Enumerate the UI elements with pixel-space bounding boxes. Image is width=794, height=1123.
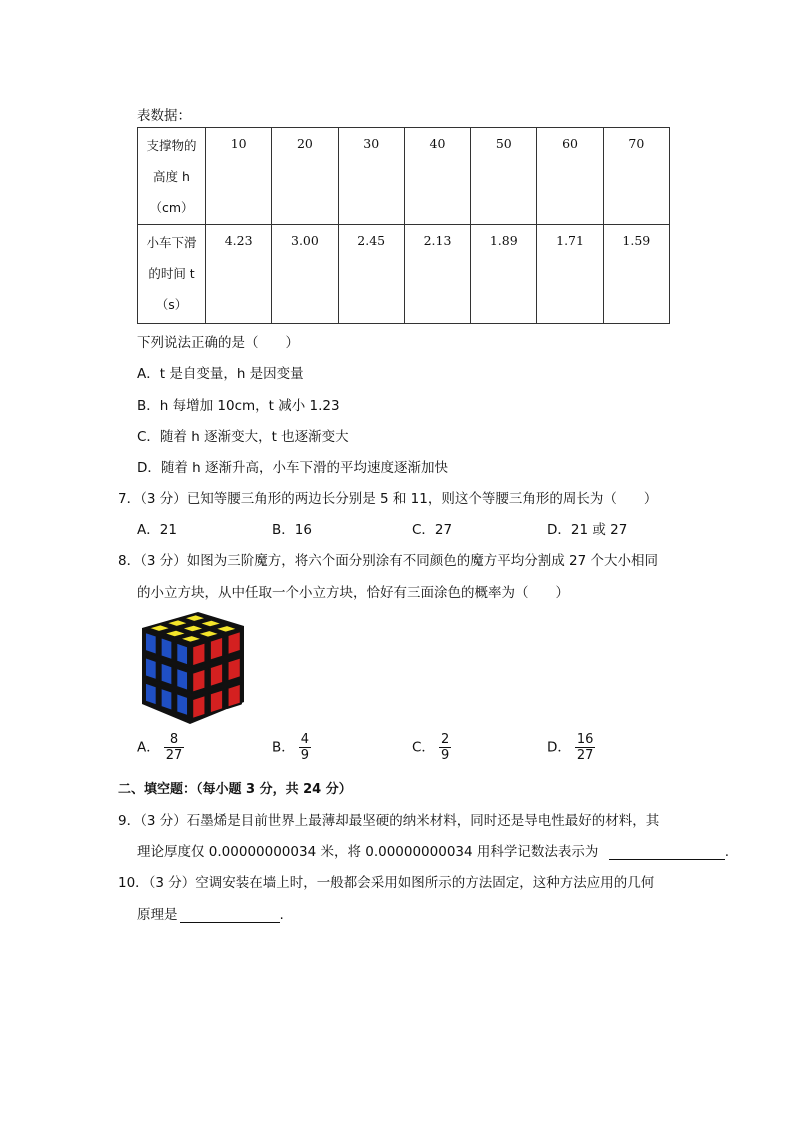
height-cell: 20 — [272, 128, 338, 225]
q8-option-a — [137, 732, 184, 763]
cube-sticker — [176, 693, 188, 716]
fraction-8-27 — [164, 732, 185, 763]
q8-stem-line2: 的小立方块，从中任取一个小立方块，恰好有三面涂色的概率为（ ） — [137, 585, 569, 601]
cube-sticker — [145, 657, 157, 680]
table-row-time — [138, 225, 670, 324]
rubiks-cube-image — [140, 608, 246, 724]
height-cell: 10 — [206, 128, 272, 225]
q8-option-c-letter: C． — [412, 739, 435, 756]
q10-line1: 10．（3 分）空调安装在墙上时，一般都会采用如图所示的方法固定，这种方法应用的几何 — [118, 875, 655, 891]
cube-sticker — [161, 662, 173, 685]
time-cell: 4.23 — [206, 225, 272, 324]
q10-line2 — [137, 903, 284, 923]
row-label-line: 的时间 t — [148, 266, 195, 281]
cube-sticker — [145, 632, 157, 655]
row-label-line: 支撑物的 — [146, 138, 197, 153]
q6-stem: 下列说法正确的是（ ） — [137, 335, 299, 351]
q9-line2 — [137, 840, 729, 860]
q8-option-d-letter: D． — [547, 739, 571, 756]
time-cell: 3.00 — [272, 225, 338, 324]
q9-line1: 9．（3 分）石墨烯是目前世界上最薄却最坚硬的纳米材料，同时还是导电性最好的材料，其 — [118, 813, 660, 829]
time-cell: 1.89 — [471, 225, 537, 324]
fraction-2-9 — [439, 732, 451, 763]
numerator: 4 — [300, 732, 310, 747]
denominator: 9 — [300, 748, 310, 763]
cube-sticker — [227, 657, 240, 681]
cube-sticker — [176, 642, 188, 665]
cube-sticker — [210, 637, 223, 661]
q7-option-a: A．21 — [137, 522, 177, 538]
q9-line2-text: 理论厚度仅 0.00000000034 米，将 0.00000000034 用科学记数法表示为 — [137, 844, 599, 860]
cube-sticker — [210, 689, 223, 713]
q6-option-a: A．t 是自变量，h 是因变量 — [137, 366, 304, 382]
height-cell: 50 — [471, 128, 537, 225]
row-label-line: （s） — [155, 297, 188, 312]
cube-left-face — [145, 632, 188, 717]
time-cell: 2.45 — [338, 225, 404, 324]
cube-sticker — [176, 668, 188, 691]
q7-option-d: D．21 或 27 — [547, 522, 628, 538]
numerator: 2 — [440, 732, 450, 747]
cube-sticker — [227, 631, 240, 655]
cube-sticker — [210, 663, 223, 687]
cube-sticker — [192, 669, 205, 693]
row-label-line: （cm） — [149, 200, 194, 215]
height-cell: 70 — [603, 128, 669, 225]
q8-option-b — [272, 732, 311, 763]
numerator: 16 — [576, 732, 594, 747]
q7-option-b: B．16 — [272, 522, 312, 538]
data-table — [137, 127, 670, 324]
answer-blank[interactable] — [180, 908, 280, 923]
row-label-line: 高度 h — [153, 169, 190, 184]
cube-right-face — [192, 631, 241, 719]
q7-stem: 7．（3 分）已知等腰三角形的两边长分别是 5 和 11，则这个等腰三角形的周长为（ ） — [118, 491, 658, 507]
cube-sticker — [145, 682, 157, 705]
q8-option-b-letter: B． — [272, 739, 295, 756]
table-intro: 表数据： — [137, 108, 191, 124]
time-cell: 2.13 — [404, 225, 470, 324]
q7-option-c: C．27 — [412, 522, 453, 538]
table-row-height — [138, 128, 670, 225]
section-heading-fill-blank: 二、填空题：（每小题 3 分，共 24 分） — [118, 782, 352, 797]
numerator: 8 — [164, 732, 185, 748]
denominator: 27 — [165, 748, 183, 763]
fraction-16-27 — [575, 732, 596, 763]
q8-option-d — [547, 732, 595, 763]
q10-end: . — [279, 907, 284, 923]
cube-sticker — [227, 684, 240, 708]
denominator: 9 — [440, 748, 450, 763]
cube-sticker — [161, 637, 173, 660]
q8-stem-line1: 8．（3 分）如图为三阶魔方，将六个面分别涂有不同颜色的魔方平均分割成 27 个大小相同 — [118, 553, 658, 569]
time-cell: 1.59 — [603, 225, 669, 324]
q6-option-b: B．h 每增加 10cm，t 减小 1.23 — [137, 398, 340, 414]
answer-blank[interactable] — [609, 845, 725, 860]
q9-end: . — [724, 844, 729, 860]
cube-sticker — [192, 642, 205, 666]
cube-sticker — [192, 695, 205, 719]
height-cell: 40 — [404, 128, 470, 225]
denominator: 27 — [576, 748, 594, 763]
row-label-line: 小车下滑 — [146, 235, 197, 250]
q8-option-a-letter: A． — [137, 739, 160, 756]
q6-option-d: D．随着 h 逐渐升高，小车下滑的平均速度逐渐加快 — [137, 460, 449, 476]
cube-sticker — [161, 688, 173, 711]
height-cell: 30 — [338, 128, 404, 225]
row-label-height — [138, 128, 206, 225]
row-label-time — [138, 225, 206, 324]
q10-line2-text: 原理是 — [137, 907, 178, 923]
q8-option-c — [412, 732, 451, 763]
height-cell: 60 — [537, 128, 603, 225]
fraction-4-9 — [299, 732, 311, 763]
q6-option-c: C．随着 h 逐渐变大，t 也逐渐变大 — [137, 429, 349, 445]
time-cell: 1.71 — [537, 225, 603, 324]
